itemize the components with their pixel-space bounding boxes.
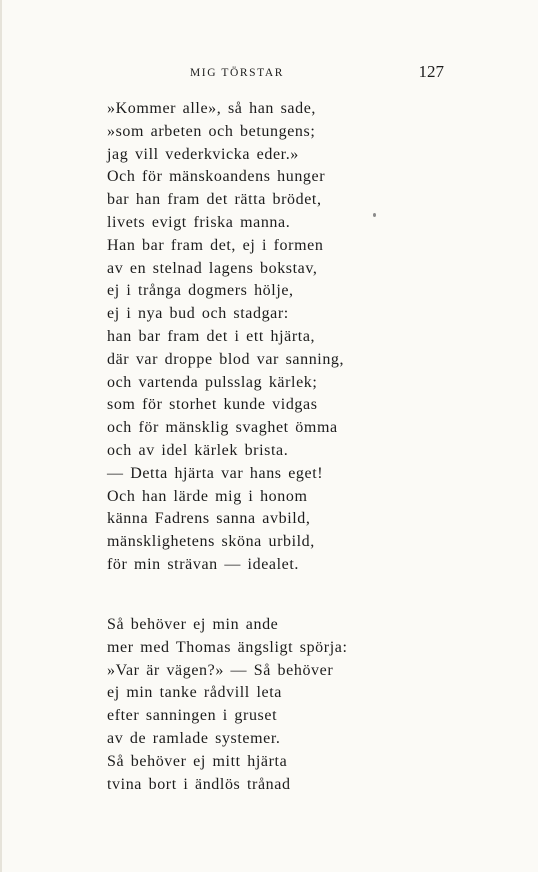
verse-line: och av idel kärlek brista. (107, 441, 289, 459)
verse-line: tvina bort i ändlös trånad (107, 775, 291, 793)
verse-line: — Detta hjärta var hans eget! (107, 464, 324, 482)
verse-line: efter sanningen i gruset (107, 707, 278, 725)
verse-line: för min strävan — idealet. (107, 555, 299, 573)
verse-line: livets evigt friska manna. (107, 213, 291, 231)
verse-line: Och han lärde mig i honom (107, 487, 308, 505)
page-number: 127 (418, 62, 444, 81)
verse-line: Så behöver ej min ande (107, 616, 279, 633)
running-head: MIG TÖRSTAR (189, 67, 285, 79)
verse-line: Och för mänskoandens hunger (107, 168, 326, 186)
verse-line: Han bar fram det, ej i formen (107, 236, 324, 254)
verse-line: mer med Thomas ängsligt spörja: (107, 638, 348, 656)
verse-line: och för mänsklig svaghet ömma (107, 419, 338, 437)
verse-line: som för storhet kunde vidgas (107, 396, 318, 414)
verse-line: ej min tanke rådvill leta (107, 684, 282, 702)
verse-line: och vartenda pulsslag kärlek; (107, 373, 318, 391)
verse-line: Så behöver ej mitt hjärta (107, 752, 288, 770)
verse-line: »som arbeten och betungens; (107, 122, 316, 140)
stanza-1 (107, 98, 344, 577)
verse-line: mänsklighetens sköna urbild, (107, 533, 315, 551)
verse-line: känna Fadrens sanna avbild, (107, 510, 311, 528)
verse-line: där var droppe blod var sanning, (107, 350, 345, 368)
verse-line: ej i nya bud och stadgar: (107, 305, 289, 323)
stanza-2 (107, 614, 348, 796)
verse-line: han bar fram det i ett hjärta, (107, 327, 316, 345)
verse-line: »Kommer alle», så han sade, (107, 100, 317, 117)
verse-line: bar han fram det rätta brödet, (107, 191, 322, 209)
verse-line: jag vill vederkvicka eder.» (107, 145, 299, 163)
paper-speck (373, 213, 376, 217)
verse-line: »Var är vägen?» — Så behöver (107, 661, 334, 679)
verse-line: ej i trånga dogmers hölje, (107, 282, 294, 300)
page-header (2, 62, 538, 86)
verse-line: av de ramlade systemer. (107, 729, 281, 747)
verse-line: av en stelnad lagens bokstav, (107, 259, 318, 277)
